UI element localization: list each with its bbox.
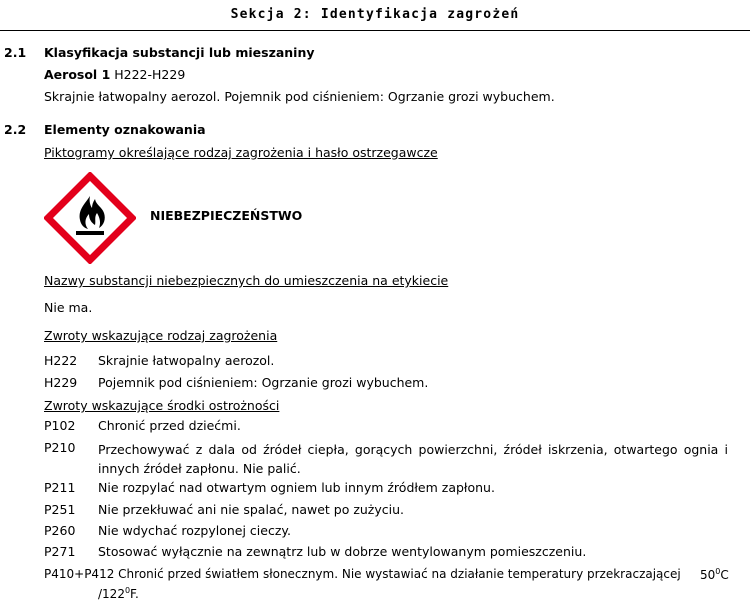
p410-temperature-fahrenheit: $/122^0F$.	[98, 586, 139, 601]
p410-p412-statement	[44, 567, 681, 581]
flame-ghs02-icon	[44, 172, 136, 264]
classification-line	[44, 67, 185, 82]
section-number-2-2: 2.2	[4, 122, 27, 137]
h-statement-code: H222	[44, 353, 78, 368]
p-statement-text: Nie przekłuwać ani nie spalać, nawet po zużyciu.	[98, 502, 405, 517]
p-statement-text: Chronić przed dziećmi.	[98, 418, 241, 433]
signal-word: NIEBEZPIECZEŃSTWO	[150, 208, 303, 223]
p-statement-code: P251	[44, 502, 76, 517]
p-statement-text: Nie wdychać rozpylonej cieczy.	[98, 523, 291, 538]
p-statement-text: Nie rozpylać nad otwartym ogniem lub innym źródłem zapłonu.	[98, 480, 495, 495]
p410-temperature-celsius: $50^0C$	[700, 567, 729, 582]
p-statement-code: P410+P412	[44, 567, 115, 581]
section-number-2-1: 2.1	[4, 45, 27, 60]
section-title: Sekcja 2: Identyfikacja zagrożeń	[230, 7, 520, 22]
section-header	[0, 0, 750, 31]
section-2-2-title: Elementy oznakowania	[44, 122, 206, 137]
h-statements-heading: Zwroty wskazujące rodzaj zagrożenia	[44, 328, 278, 343]
pictogram-heading: Piktogramy określające rodzaj zagrożenia i hasło ostrzegawcze	[44, 145, 438, 160]
p-statements-heading: Zwroty wskazujące środki ostrożności	[44, 398, 280, 413]
hazardous-names-heading: Nazwy substancji niebezpiecznych do umieszczenia na etykiecie	[44, 273, 449, 288]
p-statement-code: P102	[44, 418, 76, 433]
h-statement-text: Pojemnik pod ciśnieniem: Ogrzanie grozi wybuchem.	[98, 375, 429, 390]
p-statement-code: P210	[44, 440, 76, 455]
h-statement-text: Skrajnie łatwopalny aerozol.	[98, 353, 275, 368]
p-statement-text: Stosować wyłącznie na zewnątrz lub w dobrze wentylowanym pomieszczeniu.	[98, 544, 587, 559]
section-2-1-title: Klasyfikacja substancji lub mieszaniny	[44, 45, 315, 60]
classification-category: Aerosol 1	[44, 67, 111, 82]
p-statement-code: P211	[44, 480, 76, 495]
p-statement-code: P260	[44, 523, 76, 538]
p-statement-code: P271	[44, 544, 76, 559]
p-statement-text: Przechowywać z dala od źródeł ciepła, gorących powierzchni, źródeł iskrzenia, otwartego ognia i innych źródeł zapłonu. Nie palić.	[98, 442, 728, 476]
hazardous-names-value: Nie ma.	[44, 300, 93, 315]
classification-description: Skrajnie łatwopalny aerozol. Pojemnik pod ciśnieniem: Ogrzanie grozi wybuchem.	[44, 89, 555, 104]
h-statement-code: H229	[44, 375, 78, 390]
classification-codes: H222-H229	[110, 67, 186, 82]
p-statement-text: Chronić przed światłem słonecznym. Nie wystawiać na działanie temperatury przekraczającej	[118, 567, 681, 581]
